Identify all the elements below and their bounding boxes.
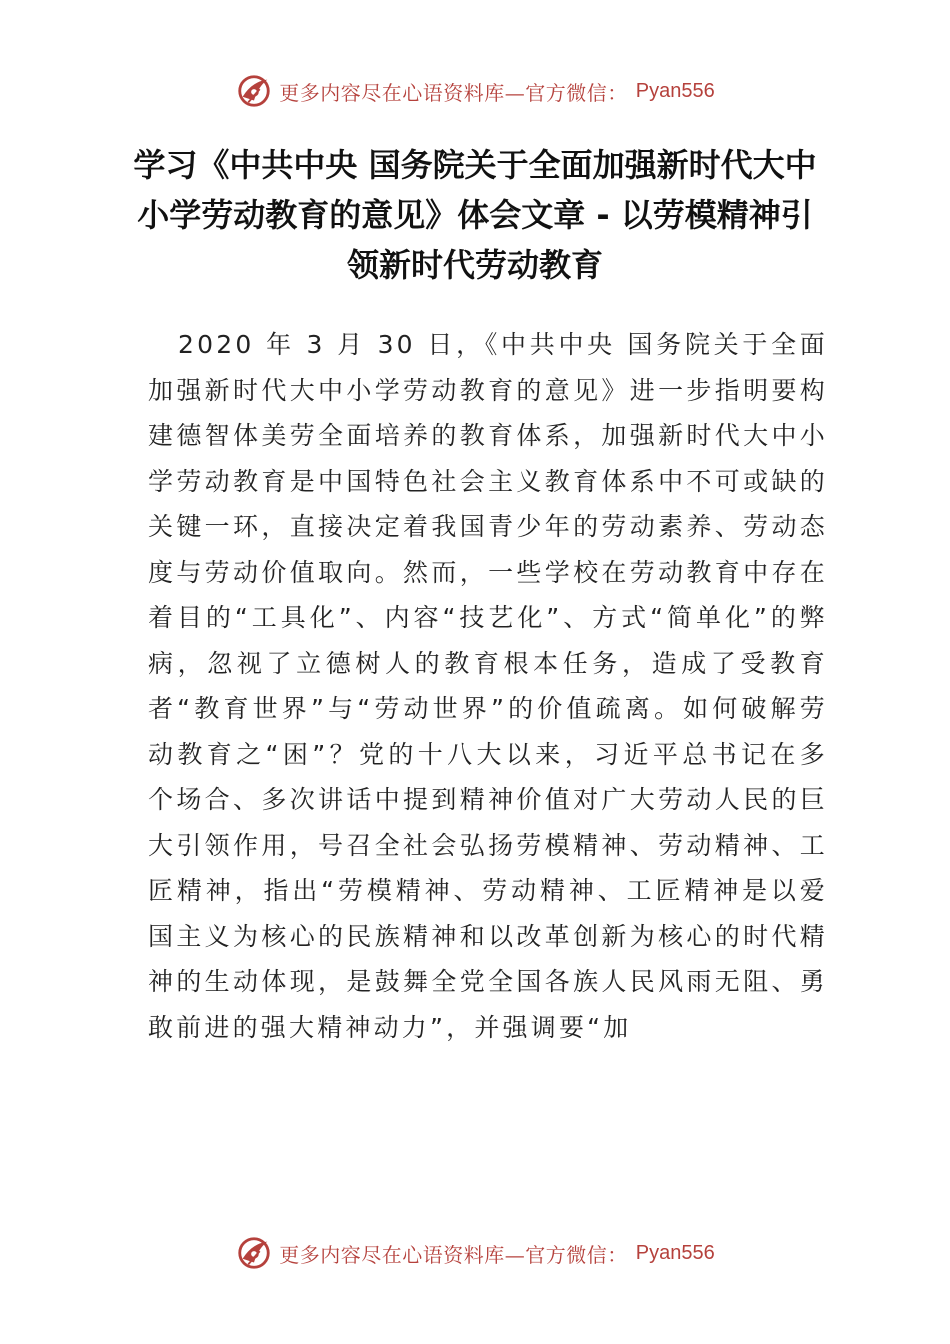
watermark-text: 更多内容尽在心语资料库—官方微信： (279, 80, 628, 105)
brand-logo-icon (235, 72, 273, 110)
document-paragraph: 2020 年 3 月 30 日，《中共中央 国务院关于全面加强新时代大中小学劳动教育的意见》进一步指明要构建德智体美劳全面培养的教育体系，加强新时代大中小学劳动教育是中国特色社会主义教育体系中不可或缺的关键一环，直接决定着我国青少年的劳动素养、劳动态度与劳动价值取向。然而，一些学校在劳动教育中存在着目的“工具化”、内容“技艺化”、方式“简单化”的弊病，忽视了立德树人的教育根本任务，造成了受教育者“教育世界”与“劳动世界”的价值疏离。如何破解劳动教育之“困”？党的十八大以来，习近平总书记在多个场合、多次讲话中提到精神价值对广大劳动人民的巨大引领作用，号召全社会弘扬劳模精神、劳动精神、工匠精神，指出“劳模精神、劳动精神、工匠精神是以爱国主义为核心的民族精神和以改革创新为核心的时代精神的生动体现，是鼓舞全党全国各族人民风雨无阻、勇敢前进的强大精神动力”，并强调要“加 (148, 330, 828, 1042)
document-title: 学习《中共中央 国务院关于全面加强新时代大中小学劳动教育的意见》体会文章 - 以劳模精神引领新时代劳动教育 (133, 146, 817, 284)
footer-watermark (0, 1234, 950, 1272)
watermark-wechat-id: Pyan556 (635, 1241, 715, 1264)
watermark-text: 更多内容尽在心语资料库—官方微信： (279, 1242, 628, 1267)
watermark-wechat-id: Pyan556 (635, 79, 715, 102)
brand-logo-icon (235, 1234, 273, 1272)
header-watermark (0, 72, 950, 110)
